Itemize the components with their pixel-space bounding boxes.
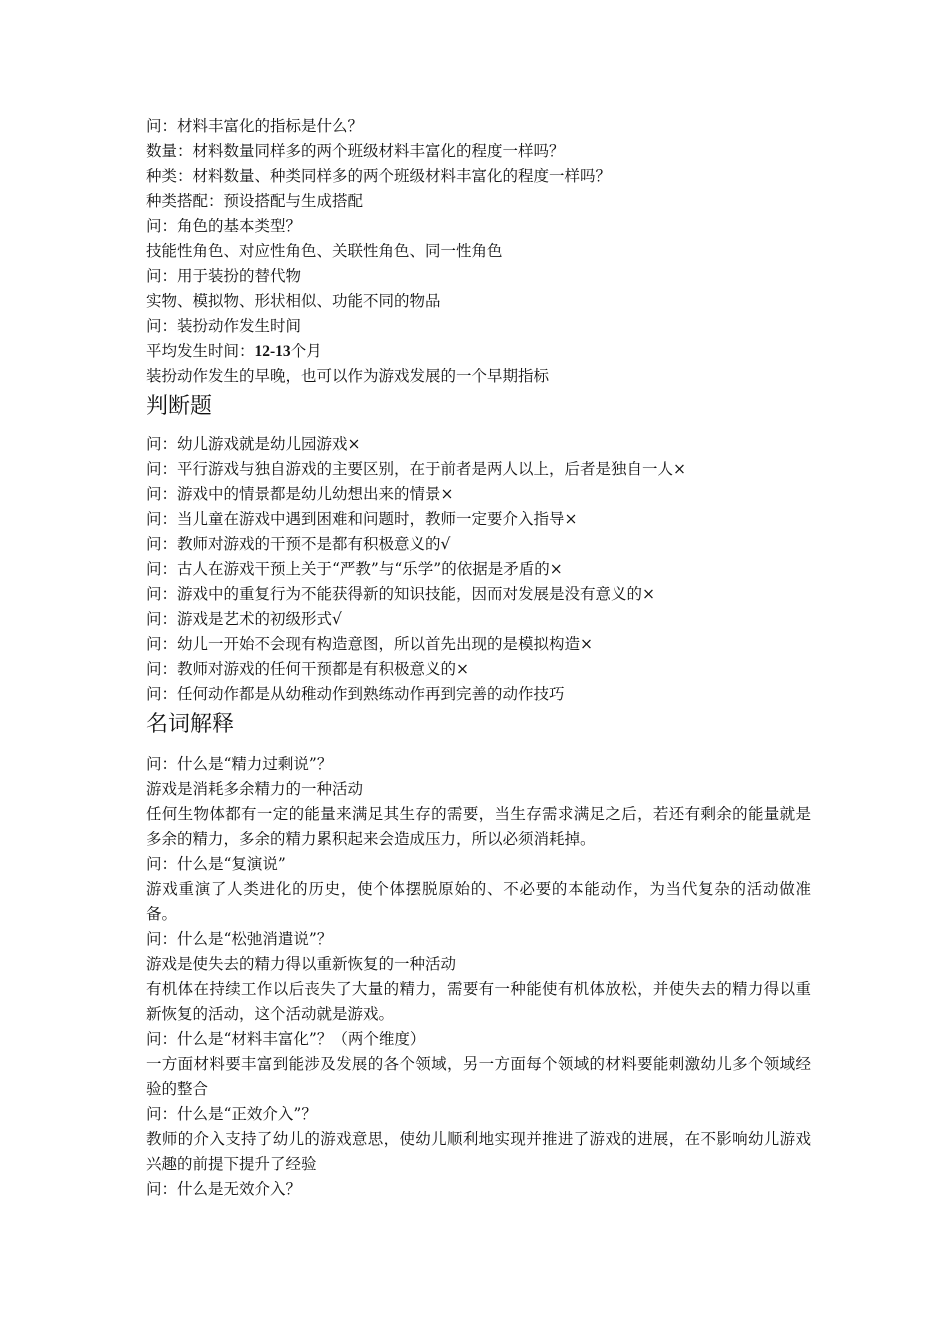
text-line: 装扮动作发生的早晚，也可以作为游戏发展的一个早期指标 (146, 367, 550, 385)
text-line: 数量：材料数量同样多的两个班级材料丰富化的程度一样吗？ (146, 142, 565, 160)
judgement-item: 问：当儿童在游戏中遇到困难和问题时，教师一定要介入指导× (146, 510, 578, 528)
judgement-item: 问：教师对游戏的干预不是都有积极意义的√ (146, 535, 451, 553)
term-question: 问：什么是“复演说” (146, 855, 286, 873)
term-explanation: 任何生物体都有一定的能量来满足其生存的需要，当生存需求满足之后，若还有剩余的能量就是多余的精力，多余的精力累积起来会造成压力，所以必须消耗掉。 (146, 805, 811, 848)
average-time-label: 平均发生时间： (146, 342, 255, 360)
text-line: 问：角色的基本类型？ (146, 217, 302, 235)
text-line: 问：材料丰富化的指标是什么？ (146, 117, 364, 135)
judgement-item: 问：幼儿游戏就是幼儿园游戏× (146, 435, 361, 453)
text-line: 种类：材料数量、种类同样多的两个班级材料丰富化的程度一样吗？ (146, 167, 612, 185)
term-question: 问：什么是“正效介入”？ (146, 1105, 317, 1123)
text-line: 技能性角色、对应性角色、关联性角色、同一性角色 (146, 242, 503, 260)
term-answer: 游戏是消耗多余精力的一种活动 (146, 780, 364, 798)
average-time-value: 12-13 (254, 343, 291, 360)
judgement-item: 问：任何动作都是从幼稚动作到熟练动作再到完善的动作技巧 (146, 685, 565, 703)
average-time-line (146, 339, 826, 364)
terms-list (146, 752, 826, 1202)
term-explanation: 有机体在持续工作以后丧失了大量的精力，需要有一种能使有机体放松，并使失去的精力得以重新恢复的活动，这个活动就是游戏。 (146, 980, 811, 1023)
judgement-list (146, 432, 826, 707)
term-question: 问：什么是“材料丰富化”？（两个维度） (146, 1030, 426, 1048)
term-explanation: 一方面材料要丰富到能涉及发展的各个领域，另一方面每个领域的材料要能刺激幼儿多个领域经验的整合 (146, 1055, 811, 1098)
term-question: 问：什么是“精力过剩说”？ (146, 755, 333, 773)
average-time-unit: 个月 (290, 342, 322, 360)
text-line: 问：装扮动作发生时间 (146, 317, 302, 335)
judgement-item: 问：古人在游戏干预上关于“严教”与“乐学”的依据是矛盾的× (146, 560, 563, 578)
term-explanation: 教师的介入支持了幼儿的游戏意思，使幼儿顺利地实现并推进了游戏的进展，在不影响幼儿游戏兴趣的前提下提升了经验 (146, 1130, 811, 1173)
qa-section (146, 114, 826, 389)
text-line: 实物、模拟物、形状相似、功能不同的物品 (146, 292, 441, 310)
term-explanation: 游戏重演了人类进化的历史，使个体摆脱原始的、不必要的本能动作，为当代复杂的活动做准备。 (146, 880, 811, 923)
judgement-item: 问：幼儿一开始不会现有构造意图，所以首先出现的是模拟构造× (146, 635, 593, 653)
term-question: 问：什么是“松弛消遣说”？ (146, 930, 333, 948)
term-question: 问：什么是无效介入？ (146, 1180, 302, 1198)
judgement-item: 问：游戏是艺术的初级形式√ (146, 610, 342, 628)
text-line: 种类搭配：预设搭配与生成搭配 (146, 192, 364, 210)
section-heading-terms: 名词解释 (146, 712, 235, 737)
term-answer: 游戏是使失去的精力得以重新恢复的一种活动 (146, 955, 457, 973)
judgement-item: 问：教师对游戏的任何干预都是有积极意义的× (146, 660, 469, 678)
judgement-item: 问：平行游戏与独自游戏的主要区别，在于前者是两人以上，后者是独自一人× (146, 460, 686, 478)
judgement-item: 问：游戏中的重复行为不能获得新的知识技能，因而对发展是没有意义的× (146, 585, 655, 603)
document-page (146, 114, 826, 1202)
text-line: 问：用于装扮的替代物 (146, 267, 302, 285)
judgement-item: 问：游戏中的情景都是幼儿幼想出来的情景× (146, 485, 454, 503)
section-heading-judgement: 判断题 (146, 394, 213, 419)
